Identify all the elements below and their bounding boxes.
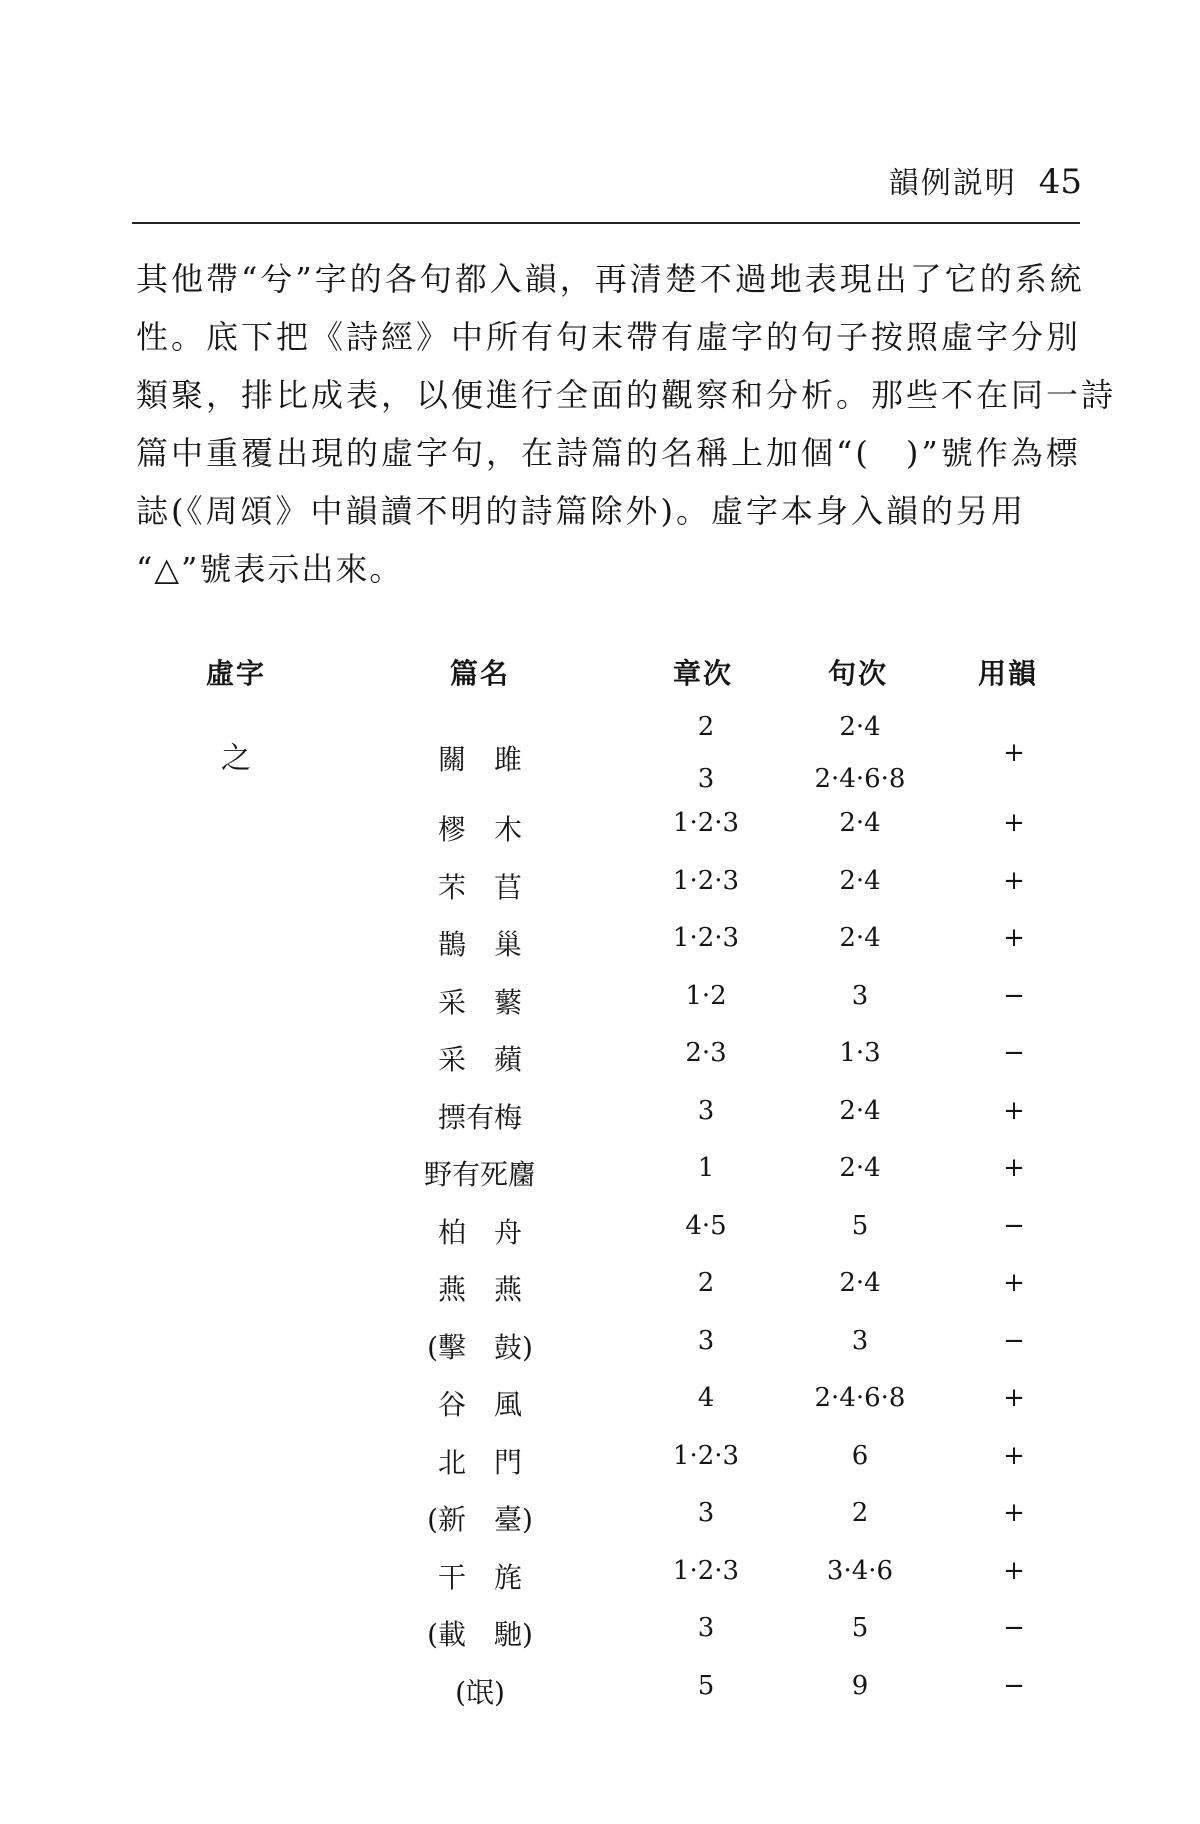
- ju-value: 3: [851, 980, 869, 1011]
- poem-title: 采 蘩: [437, 985, 523, 1019]
- ju-value: 2·4: [839, 923, 881, 953]
- ju-value: 2·4: [839, 1095, 881, 1126]
- ju-value: 3: [851, 1325, 869, 1356]
- zhang-value: 3: [697, 1325, 715, 1356]
- zhang-value: 2·3: [685, 1038, 727, 1068]
- paragraph-line: 篇中重覆出現的虛字句，在詩篇的名稱上加個“( )”號作為標: [136, 434, 1081, 472]
- rhyme-mark: −: [1003, 1325, 1025, 1356]
- poem-title: 北 門: [437, 1445, 523, 1479]
- zhang-value: 1·2·3: [672, 923, 740, 953]
- zhang-value: 4: [697, 1383, 715, 1413]
- xuzi-cell: 之: [221, 741, 251, 776]
- paragraph-line: 其他帶“兮”字的各句都入韻，再清楚不過地表現出了它的系統: [136, 260, 1085, 298]
- zhang-value: 1: [697, 1153, 715, 1183]
- rhyme-mark: −: [1003, 1038, 1025, 1068]
- poem-title: 干 旄: [437, 1560, 523, 1594]
- running-head: [889, 158, 1082, 202]
- poem-title: (擊 鼓): [427, 1330, 533, 1364]
- rhyme-mark: +: [1003, 1383, 1025, 1413]
- page-number: 45: [1038, 162, 1082, 202]
- body-paragraph: [136, 250, 1117, 598]
- ju-value: 1·3: [839, 1038, 881, 1068]
- rhyme-mark: +: [1003, 1498, 1025, 1528]
- poem-title: 鵲 巢: [437, 928, 523, 961]
- rhyme-mark: +: [1003, 1095, 1025, 1126]
- rhyme-mark: +: [1003, 865, 1025, 896]
- header-zhang: 章次: [672, 657, 734, 690]
- ju-value: 3·4·6: [826, 1555, 894, 1586]
- zhang-value: 4·5: [685, 1210, 727, 1241]
- paragraph-line: 類聚，排比成表，以便進行全面的觀察和分析。那些不在同一詩: [136, 376, 1117, 414]
- rhyme-mark: +: [1003, 808, 1025, 838]
- poem-title: 燕 燕: [437, 1273, 523, 1306]
- zhang-value: 1·2·3: [672, 1555, 740, 1586]
- ju-value: 2·4·6·8: [814, 764, 906, 794]
- zhang-value: 5: [697, 1670, 715, 1701]
- poem-title: 樛 木: [437, 813, 523, 846]
- ju-value: 5: [851, 1210, 869, 1241]
- poem-title: (氓): [455, 1675, 505, 1709]
- zhang-value: 3: [697, 1498, 715, 1528]
- running-head-title: 韻例説明: [888, 166, 1017, 201]
- poem-title: 柏 舟: [437, 1215, 523, 1249]
- ju-value: 2·4: [839, 865, 881, 896]
- zhang-value: 3: [697, 1613, 715, 1643]
- ju-value: 9: [851, 1670, 869, 1701]
- header-ju: 句次: [827, 657, 889, 690]
- zhang-value: 3: [697, 1095, 715, 1126]
- ju-value: 2·4: [839, 808, 881, 838]
- header-yunyong: 用韻: [977, 657, 1039, 690]
- zhang-value: 2: [697, 1268, 715, 1298]
- poem-title: 芣 苢: [437, 870, 523, 904]
- paragraph-line: 性。底下把《詩經》中所有句末帶有虛字的句子按照虛字分別: [136, 318, 1082, 356]
- ju-value: 5: [851, 1613, 869, 1643]
- rhyme-mark: −: [1003, 1613, 1025, 1643]
- paragraph-line: 誌(《周頌》中韻讀不明的詩篇除外)。虛字本身入韻的另用: [136, 492, 1026, 530]
- ju-value: 2: [851, 1498, 869, 1528]
- ju-value: 6: [851, 1440, 869, 1471]
- zhang-value: 1·2·3: [672, 865, 740, 896]
- rhyme-mark: −: [1003, 1210, 1025, 1241]
- rhyme-mark: +: [1003, 738, 1025, 768]
- poem-title: (載 馳): [427, 1618, 533, 1651]
- poem-title: 谷 風: [437, 1388, 523, 1421]
- zhang-value: 3: [697, 764, 715, 794]
- rhyme-mark: +: [1003, 923, 1025, 953]
- rhyme-mark: +: [1003, 1440, 1025, 1471]
- ju-value: 2·4: [839, 1153, 881, 1183]
- zhang-value: 1·2·3: [672, 808, 740, 838]
- header-rule: [132, 222, 1080, 224]
- rhyme-mark: +: [1003, 1153, 1025, 1183]
- zhang-value: 2: [697, 712, 715, 742]
- zhang-value: 1·2·3: [672, 1440, 740, 1471]
- rhyme-mark: +: [1003, 1555, 1025, 1586]
- poem-title: 野有死麕: [423, 1158, 537, 1191]
- poem-title: 采 蘋: [437, 1043, 523, 1076]
- ju-value: 2·4·6·8: [814, 1383, 906, 1413]
- header-title: 篇名: [449, 657, 511, 690]
- poem-title: 摽有梅: [437, 1100, 523, 1134]
- zhang-value: 1·2: [685, 980, 727, 1011]
- rhyme-mark: −: [1003, 980, 1025, 1011]
- poem-title: (新 臺): [427, 1503, 533, 1536]
- ju-value: 2·4: [839, 1268, 881, 1298]
- rhyme-mark: −: [1003, 1670, 1025, 1701]
- header-xuzi: 虛字: [205, 657, 267, 690]
- rhyme-mark: +: [1003, 1268, 1025, 1298]
- paragraph-line: “△”號表示出來。: [136, 550, 404, 588]
- poem-title: 關 雎: [437, 743, 523, 776]
- ju-value: 2·4: [839, 712, 881, 742]
